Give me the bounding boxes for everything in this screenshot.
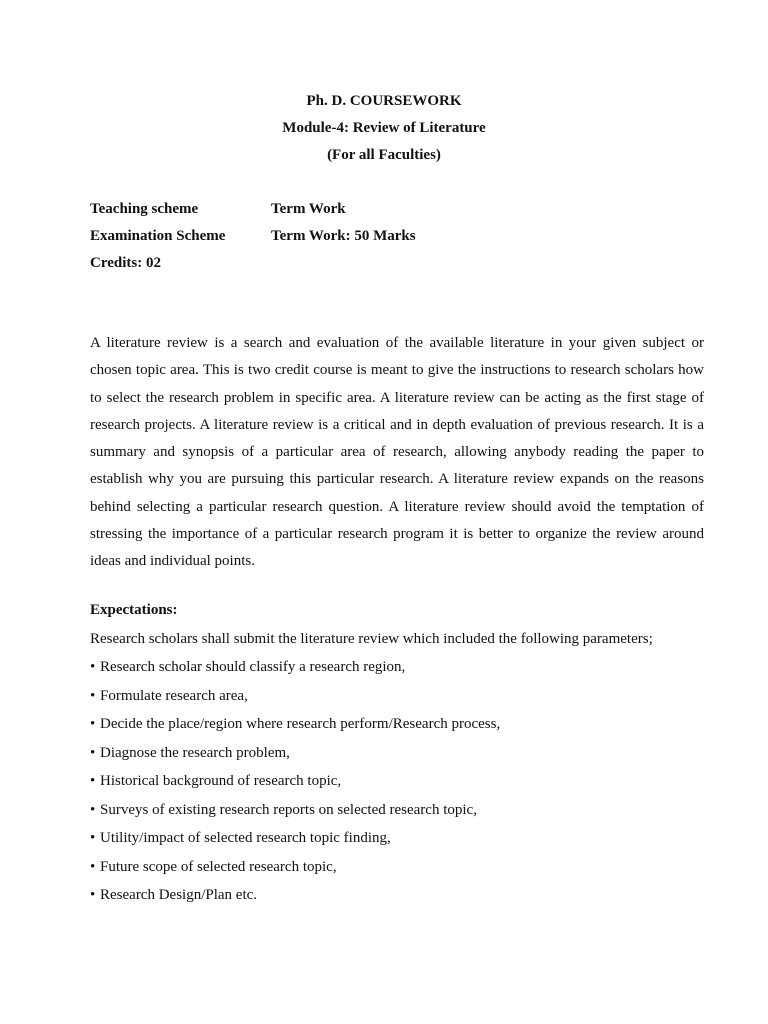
list-item xyxy=(90,686,704,715)
bullet-icon: • xyxy=(90,858,96,875)
list-item-text: Decide the place/region where research perform/Research process, xyxy=(100,716,501,733)
list-item-text: Utility/impact of selected research topic finding, xyxy=(100,830,391,847)
scheme-row-teaching xyxy=(90,200,416,227)
bullet-icon: • xyxy=(90,830,96,847)
bullet-icon: • xyxy=(90,744,96,761)
bullet-icon: • xyxy=(90,773,96,790)
module-title: Module-4: Review of Literature xyxy=(282,120,486,136)
faculty-note: (For all Faculties) xyxy=(327,147,441,163)
list-item-text: Historical background of research topic, xyxy=(100,773,342,790)
list-item-text: Formulate research area, xyxy=(100,687,248,704)
expectations-heading: Expectations: xyxy=(90,602,178,618)
intro-paragraph: A literature review is a search and evaluation of the available literature in your given subject or chosen topic area. This is two credit course is meant to give the instructions to research scholars how to select the research problem in specific area. A literature review can be acting as the first stage of research projects. A literature review is a critical and in depth evaluation of previous research. It is a summary and synopsis of a particular area of research, allowing anybody reading the paper to establish why you are pursuing this particular research. A literature review expands on the reasons behind selecting a particular research question. A literature review should avoid the temptation of stressing the importance of a particular research program it is better to organize the review around ideas and individual points. xyxy=(90,335,704,570)
scheme-label: Examination Scheme xyxy=(90,228,226,244)
course-title: Ph. D. COURSEWORK xyxy=(306,93,462,109)
bullet-icon: • xyxy=(90,801,96,818)
bullet-icon: • xyxy=(90,659,96,676)
list-item xyxy=(90,828,704,857)
list-item xyxy=(90,771,704,800)
list-item-text: Future scope of selected research topic, xyxy=(100,858,337,875)
bullet-icon: • xyxy=(90,887,96,904)
list-item xyxy=(90,857,704,886)
list-item xyxy=(90,800,704,829)
list-item-text: Surveys of existing research reports on selected research topic, xyxy=(100,801,477,818)
scheme-label: Teaching scheme xyxy=(90,201,199,217)
list-item-text: Research Design/Plan etc. xyxy=(100,887,258,904)
scheme-value: Term Work: 50 Marks xyxy=(271,228,416,244)
list-item-text: Research scholar should classify a research region, xyxy=(100,659,406,676)
list-item xyxy=(90,657,704,686)
bullet-icon: • xyxy=(90,687,96,704)
expectations-list xyxy=(90,657,704,914)
scheme-table xyxy=(90,200,416,281)
list-item xyxy=(90,743,704,772)
scheme-row-examination xyxy=(90,227,416,254)
scheme-value: Term Work xyxy=(271,201,346,217)
expectations-section xyxy=(90,600,704,914)
scheme-row-credits xyxy=(90,254,416,281)
bullet-icon: • xyxy=(90,716,96,733)
list-item xyxy=(90,885,704,914)
scheme-label: Credits: 02 xyxy=(90,255,161,271)
list-item-text: Diagnose the research problem, xyxy=(100,744,290,761)
list-item xyxy=(90,714,704,743)
expectations-lead: Research scholars shall submit the literature review which included the following parameters; xyxy=(90,631,653,647)
